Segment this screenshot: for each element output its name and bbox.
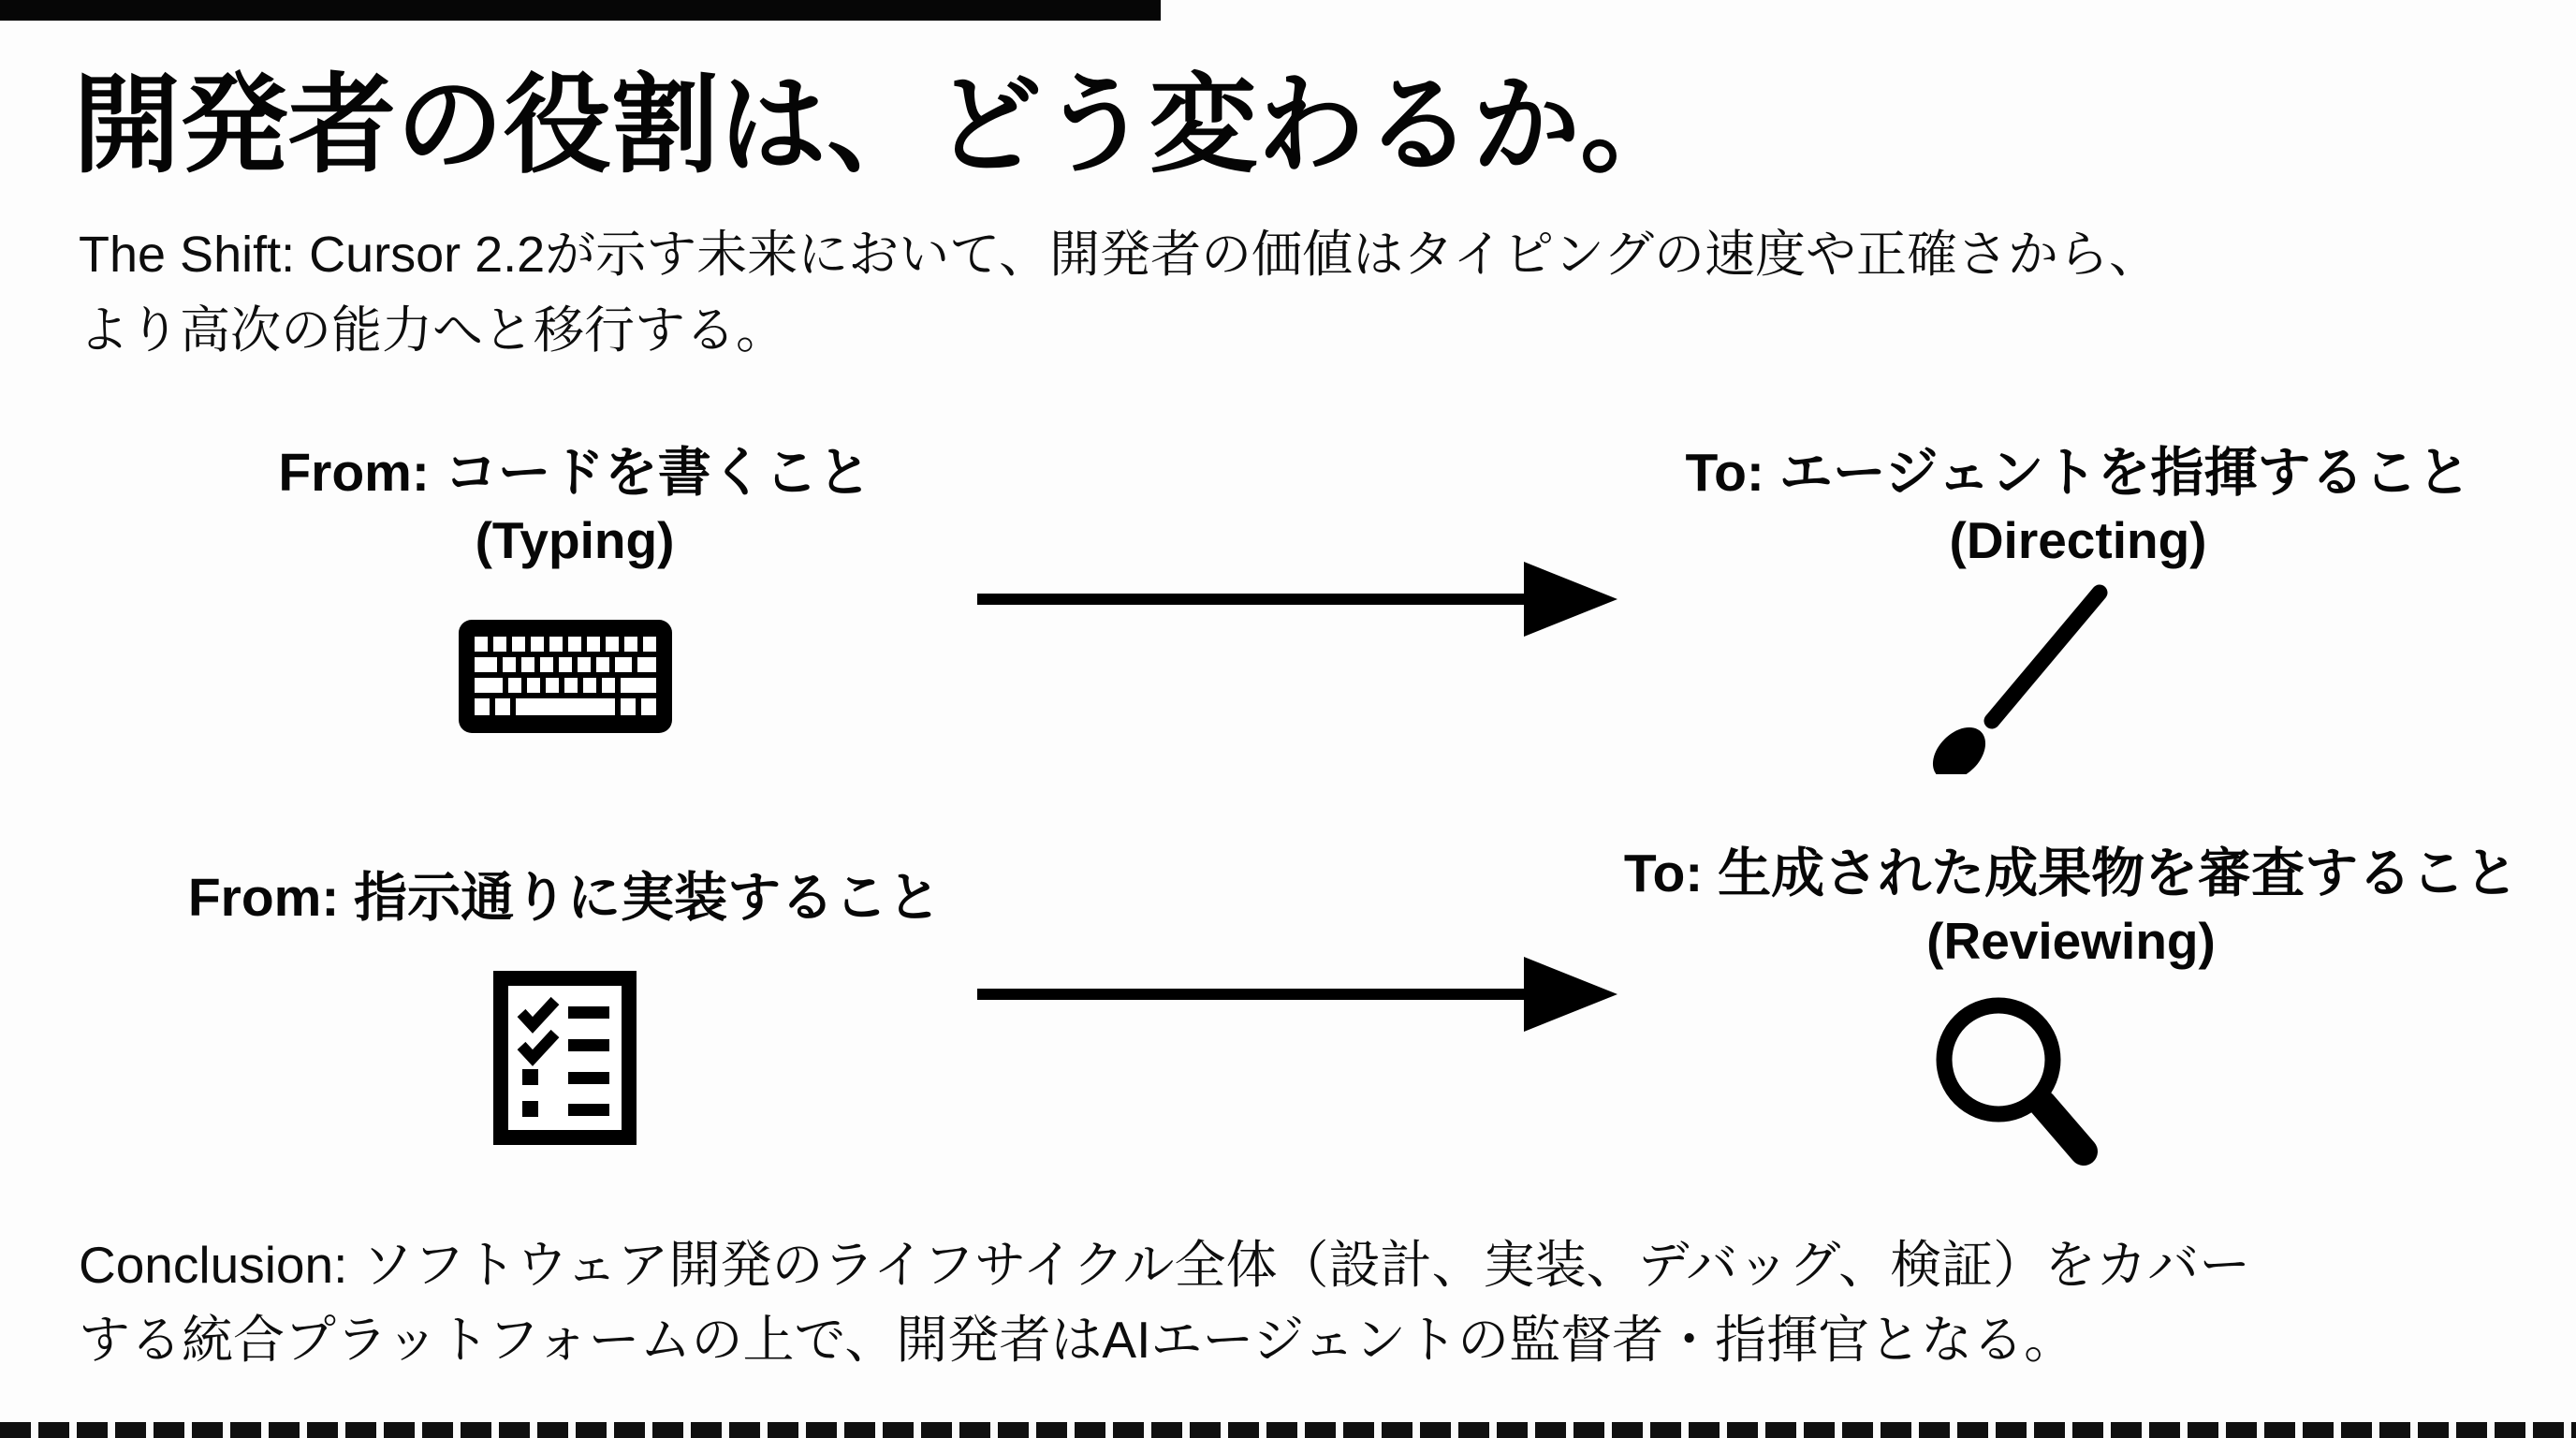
checklist-icon	[493, 971, 637, 1145]
row1-to-cell	[1647, 438, 2509, 575]
row1-to-heading: To: エージェントを指揮すること	[1685, 443, 2471, 503]
subtitle-line-2: より高次の能力へと移行する。	[79, 302, 786, 359]
row2-from-heading: From: 指示通りに実装すること	[187, 868, 942, 928]
row1-from-heading: From: コードを書くこと	[278, 443, 871, 503]
slide-conclusion	[79, 1228, 2250, 1378]
slide-title: 開発者の役割は、どう変わるか。	[73, 66, 1689, 185]
conductor-baton-icon	[1928, 582, 2115, 774]
conclusion-line-1: Conclusion: ソフトウェア開発のライフサイクル全体（設計、実装、デバッグ、検証）をカバー	[79, 1236, 2251, 1294]
row1-from-cell	[144, 438, 1005, 575]
row2-to-sublabel: (Reviewing)	[1926, 912, 2216, 971]
row2-to-heading: To: 生成された成果物を審査すること	[1623, 844, 2519, 903]
row2-to-cell	[1591, 839, 2551, 976]
arrow-right-icon	[973, 552, 1619, 646]
arrow-right-icon	[973, 947, 1619, 1041]
magnifier-icon	[1928, 990, 2115, 1170]
keyboard-icon	[459, 620, 672, 733]
top-edge-bar	[0, 0, 1161, 21]
subtitle-line-1: The Shift: Cursor 2.2が示す未来において、開発者の価値はタイピングの速度や正確さから、	[79, 227, 2159, 283]
row2-from-cell	[134, 863, 995, 932]
conclusion-line-2: する統合プラットフォームの上で、開発者はAIエージェントの監督者・指揮官となる。	[79, 1310, 2076, 1369]
row1-from-sublabel: (Typing)	[475, 511, 675, 570]
bottom-edge-dashed-bar	[0, 1422, 2576, 1438]
row1-to-sublabel: (Directing)	[1949, 511, 2207, 570]
slide-subtitle	[79, 217, 2159, 369]
